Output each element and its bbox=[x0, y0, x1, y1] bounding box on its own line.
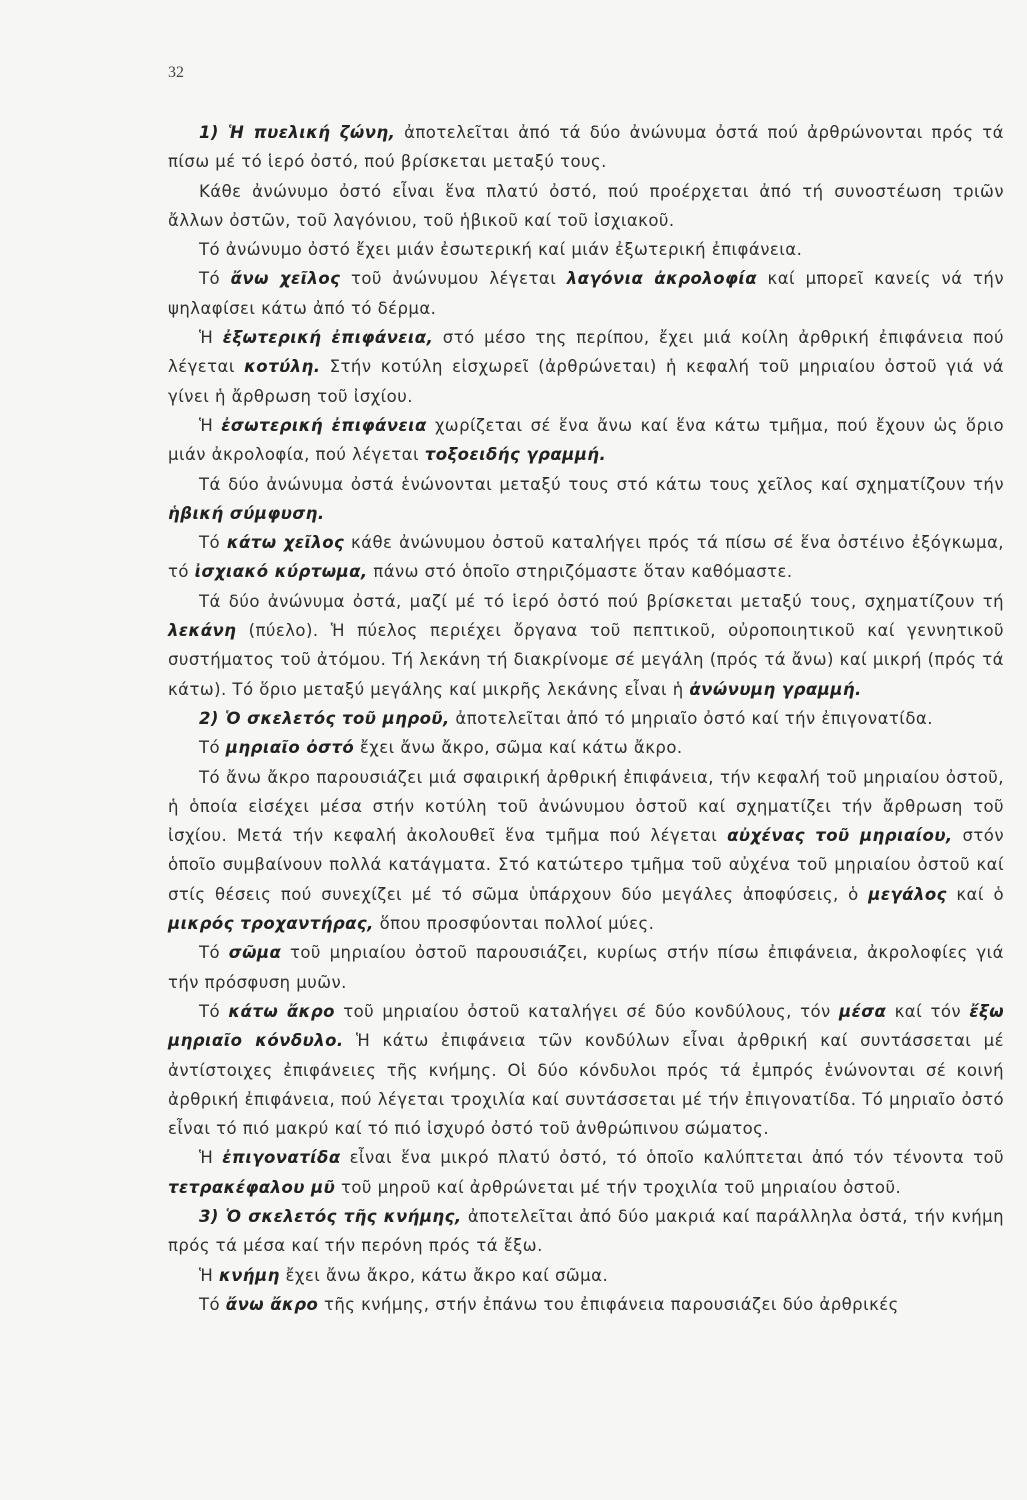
text-run: τοῦ μηροῦ καί ἀρθρώνεται μέ τήν τροχιλία τοῦ μηριαίου ὀστοῦ. bbox=[335, 1177, 902, 1197]
paragraph bbox=[168, 264, 1004, 323]
text-body bbox=[168, 118, 1004, 1319]
emphasized-term: 1) Ἡ πυελική ζώνη, bbox=[199, 123, 396, 142]
paragraph bbox=[168, 177, 1004, 236]
paragraph bbox=[168, 1202, 1004, 1261]
paragraph bbox=[168, 704, 1004, 733]
text-run: καί μπορεῖ κανείς νά τήν ψηλαφίσει κάτω ἀπό τό δέρμα. bbox=[168, 269, 1004, 318]
emphasized-term: ἀνώνυμη γραμμή. bbox=[689, 679, 862, 699]
text-run: καί τόν bbox=[886, 1001, 970, 1021]
page-number: 32 bbox=[168, 64, 184, 81]
text-run: χωρίζεται σέ ἕνα ἄνω καί ἕνα κάτω τμῆμα, πού ἔχουν ὡς ὅριο μιάν ἀκρολοφία, πού λέγεται bbox=[168, 415, 1004, 465]
text-run: στό μέσο της περίπου, ἔχει μιά κοίλη ἀρθρική ἐπιφάνεια πού λέγεται bbox=[168, 328, 1004, 377]
text-run: τῆς κνήμης, στήν ἐπάνω του ἐπιφάνεια παρουσιάζει δύο ἀρθρικές bbox=[318, 1294, 899, 1314]
emphasized-term: κοτύλη. bbox=[244, 357, 321, 377]
text-run: Ἡ κάτω ἐπιφάνεια τῶν κονδύλων εἶναι ἀρθρική καί συντάσσεται μέ ἀντίστοιχες ἐπιφάνειες τῆς κνήμης. Οἱ δύο κόνδυλοι πρός τά ἐμπρός ἑνώνονται σέ κοινή ἀρθρική ἐπιφάνεια, πού λέγεται τροχιλία καί συντάσσεται μέ τήν ἐπιγονατίδα. Τό μηριαῖο ὀστό εἶναι τό πιό μακρύ καί τό πιό ἰσχυρό ὀστό τοῦ ἀνθρώπινου σώματος. bbox=[168, 1031, 1004, 1139]
emphasized-term: ἐσωτερική ἐπιφάνεια bbox=[221, 415, 427, 435]
text-run: ἀποτελεῖται ἀπό τά δύο ἀνώνυμα ὀστά πού ἀρθρώνονται πρός τά πίσω μέ τό ἱερό ὀστό, πού βρίσκεται μεταξύ τους. bbox=[168, 123, 1004, 172]
emphasized-term: ἐπιγονατίδα bbox=[222, 1148, 341, 1168]
text-run: ἀποτελεῖται ἀπό τό μηριαῖο ὀστό καί τήν ἐπιγονατίδα. bbox=[449, 708, 933, 728]
text-run: Τό ἄνω ἄκρο παρουσιάζει μιά σφαιρική ἀρθρική ἐπιφάνεια, τήν κεφαλή τοῦ μηριαίου ὀστοῦ, ἡ ὁποία εἰσέχει μέσα στήν κοτύλη τοῦ ἀνώνυμου ὀστοῦ καί σχηματίζει τήν ἄρθρωση τοῦ ἰσχίου. Μετά τήν κεφαλή ἀκολουθεῖ ἕνα τμῆμα πού λέγεται bbox=[168, 767, 1004, 846]
text-run: Ἡ bbox=[199, 1265, 219, 1285]
text-run: Τό ἀνώνυμο ὀστό ἔχει μιάν ἐσωτερική καί μιάν ἐξωτερική ἐπιφάνεια. bbox=[199, 240, 803, 260]
emphasized-term: μεγάλος bbox=[868, 884, 947, 904]
emphasized-term: μέσα bbox=[839, 1001, 887, 1021]
text-run: τοῦ ἀνώνυμου λέγεται bbox=[340, 269, 567, 289]
paragraph bbox=[168, 763, 1004, 939]
emphasized-term: κνήμη bbox=[218, 1265, 280, 1285]
text-run: ἀποτελεῖται ἀπό δύο μακριά καί παράλληλα ὀστά, τήν κνήμη πρός τά μέσα καί τήν περόνη πρός τά ἔξω. bbox=[168, 1206, 1004, 1256]
emphasized-term: σῶμα bbox=[228, 943, 282, 963]
text-run: Στήν κοτύλη εἰσχωρεῖ (ἀρθρώνεται) ἡ κεφαλή τοῦ μηριαίου ὀστοῦ γιά νά γίνει ἡ ἄρθρωση τοῦ ἰσχίου. bbox=[168, 357, 1004, 406]
text-run: ἔχει ἄνω ἄκρο, σῶμα καί κάτω ἄκρο. bbox=[354, 738, 683, 758]
emphasized-term: μικρός τροχαντήρας, bbox=[168, 914, 374, 934]
emphasized-term: ἰσχιακό κύρτωμα, bbox=[194, 562, 368, 582]
paragraph bbox=[168, 997, 1004, 1143]
text-run: τοῦ μηριαίου ὀστοῦ καταλήγει σέ δύο κονδύλους, τόν bbox=[334, 1001, 840, 1021]
paragraph bbox=[168, 1261, 1004, 1290]
text-run: πάνω στό ὁποῖο στηριζόμαστε ὅταν καθόμαστε. bbox=[367, 562, 793, 582]
emphasized-term: κάτω χεῖλος bbox=[226, 533, 345, 553]
emphasized-term: ἄνω ἄκρο bbox=[225, 1294, 319, 1314]
emphasized-term: μηριαῖο ὀστό bbox=[225, 738, 355, 758]
paragraph bbox=[168, 733, 1004, 762]
text-run: στόν ὁποῖο συμβαίνουν πολλά κατάγματα. Στό κατώτερο τμῆμα τοῦ αὐχένα τοῦ μηριαίου ὀστοῦ καί στίς θέσεις πού συνεχίζει μέ τό σῶμα ὑπάρχουν δύο μεγάλες ἀποφύσεις, ὁ bbox=[168, 826, 1004, 904]
text-run: Τό bbox=[199, 269, 231, 289]
emphasized-term: κάτω ἄκρο bbox=[228, 1001, 335, 1021]
emphasized-term: ἄνω χεῖλος bbox=[230, 269, 341, 289]
text-run: εἶναι ἕνα μικρό πλατύ ὀστό, τό ὁποῖο καλύπτεται ἀπό τόν τένοντα τοῦ bbox=[340, 1148, 1005, 1168]
paragraph bbox=[168, 411, 1004, 470]
paragraph bbox=[168, 587, 1004, 704]
paragraph bbox=[168, 1290, 1004, 1319]
text-run: ὅπου προσφύονται πολλοί μύες. bbox=[373, 914, 655, 934]
text-run: Τό bbox=[199, 738, 226, 758]
text-run: Κάθε ἀνώνυμο ὀστό εἶναι ἕνα πλατύ ὀστό, πού προέρχεται ἀπό τή συνοστέωση τριῶν ἄλλων ὀστῶν, τοῦ λαγόνιου, τοῦ ἡβικοῦ καί τοῦ ἰσχιακοῦ. bbox=[168, 181, 1004, 230]
emphasized-term: λεκάνη bbox=[168, 621, 237, 641]
emphasized-term: αὐχένας τοῦ μηριαίου, bbox=[727, 826, 953, 846]
paragraph bbox=[168, 118, 1004, 177]
text-run: (πύελο). Ἡ πύελος περιέχει ὄργανα τοῦ πεπτικοῦ, οὐροποιητικοῦ καί γεννητικοῦ συστήματος τοῦ ἀτόμου. Τή λεκάνη τή διακρίνομε σέ μεγάλη (πρός τά ἄνω) καί μικρή (πρός τά κάτω). Τό ὅριο μεταξύ μεγάλης καί μικρῆς λεκάνης εἶναι ἡ bbox=[168, 621, 1004, 699]
paragraph bbox=[168, 323, 1004, 411]
text-run: ἔχει ἄνω ἄκρο, κάτω ἄκρο καί σῶμα. bbox=[279, 1265, 609, 1285]
paragraph bbox=[168, 470, 1004, 529]
emphasized-term: λαγόνια ἀκρολοφία bbox=[566, 269, 757, 289]
emphasized-term: 2) Ὁ σκελετός τοῦ μηροῦ, bbox=[199, 708, 450, 728]
paragraph bbox=[168, 1143, 1004, 1202]
emphasized-term: τοξοειδής γραμμή. bbox=[424, 445, 607, 465]
text-run: Τό bbox=[199, 943, 229, 963]
paragraph bbox=[168, 938, 1004, 997]
text-run: κάθε ἀνώνυμου ὀστοῦ καταλήγει πρός τά πίσω σέ ἕνα ὀστέινο ἐξόγκωμα, τό bbox=[168, 533, 1004, 582]
emphasized-term: ἐξωτερική ἐπιφάνεια, bbox=[222, 328, 434, 348]
emphasized-term: τετρακέφαλου μῦ bbox=[168, 1177, 336, 1197]
text-run: Τά δύο ἀνώνυμα ὀστά ἑνώνονται μεταξύ τους στό κάτω τους χεῖλος καί σχηματίζουν τήν bbox=[199, 474, 1004, 494]
paragraph bbox=[168, 235, 1004, 264]
emphasized-term: 3) Ὁ σκελετός τῆς κνήμης, bbox=[199, 1206, 462, 1226]
text-run: καί ὁ bbox=[946, 884, 1004, 904]
text-run: Ἡ bbox=[199, 1148, 223, 1168]
text-run: τοῦ μηριαίου ὀστοῦ παρουσιάζει, κυρίως στήν πίσω ἐπιφάνεια, ἀκρολοφίες γιά τήν πρόσφυση μυῶν. bbox=[168, 943, 1004, 992]
text-run: Ἡ bbox=[199, 415, 222, 435]
emphasized-term: ἡβική σύμφυση. bbox=[168, 503, 325, 523]
text-run: Τό bbox=[199, 533, 227, 553]
text-run: Τό bbox=[199, 1001, 229, 1021]
text-run: Ἡ bbox=[199, 328, 223, 348]
text-run: Τά δύο ἀνώνυμα ὀστά, μαζί μέ τό ἱερό ὀστό πού βρίσκεται μεταξύ τους, σχηματίζουν τή bbox=[199, 591, 1004, 611]
emphasized-term: ἔξω μηριαῖο κόνδυλο. bbox=[168, 1001, 1004, 1051]
paragraph bbox=[168, 528, 1004, 587]
text-run: Τό bbox=[199, 1294, 226, 1314]
